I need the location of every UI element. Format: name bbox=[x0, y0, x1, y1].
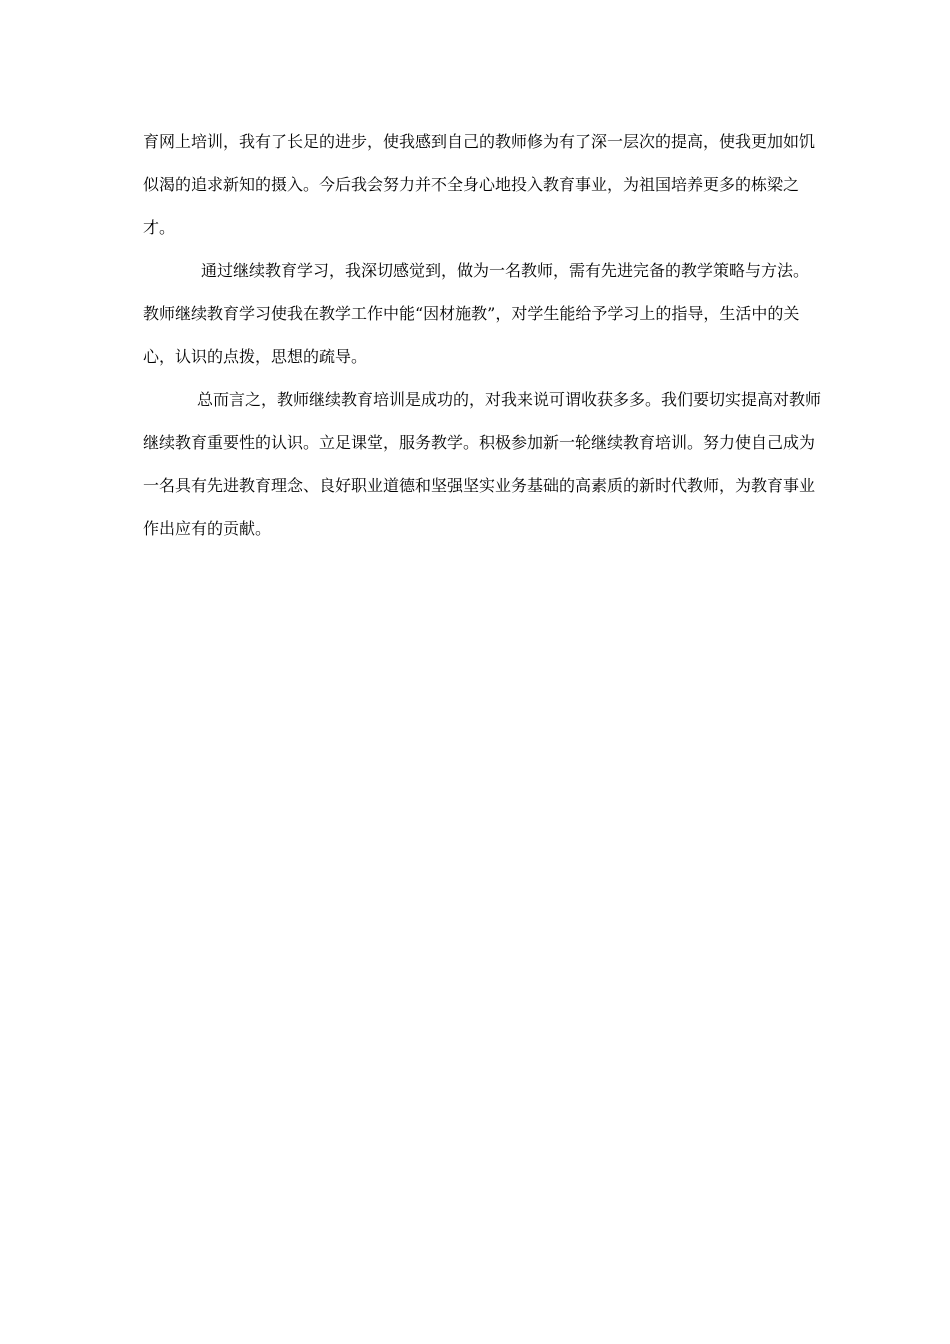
paragraph-continuation: 育网上培训，我有了长足的进步，使我感到自己的教师修为有了深一层次的提高，使我更加如饥似渴的追求新知的摄入。今后我会努力并不全身心地投入教育事业，为祖国培养更多的栋梁之才。 bbox=[143, 132, 816, 237]
paragraph-conclusion: 总而言之，教师继续教育培训是成功的，对我来说可谓收获多多。我们要切实提高对教师继续教育重要性的认识。立足课堂，服务教学。积极参加新一轮继续教育培训。努力使自己成为一名具有先进教育理念、良好职业道德和坚强坚实业务基础的高素质的新时代教师，为教育事业作出应有的贡献。 bbox=[143, 390, 822, 538]
paragraph-continuing-education-reflection: 通过继续教育学习，我深切感觉到，做为一名教师，需有先进完备的教学策略与方法。教师继续教育学习使我在教学工作中能“因材施教”，对学生能给予学习上的指导，生活中的关心，认识的点拨，思想的疏导。 bbox=[143, 261, 810, 366]
document-body bbox=[143, 120, 823, 550]
